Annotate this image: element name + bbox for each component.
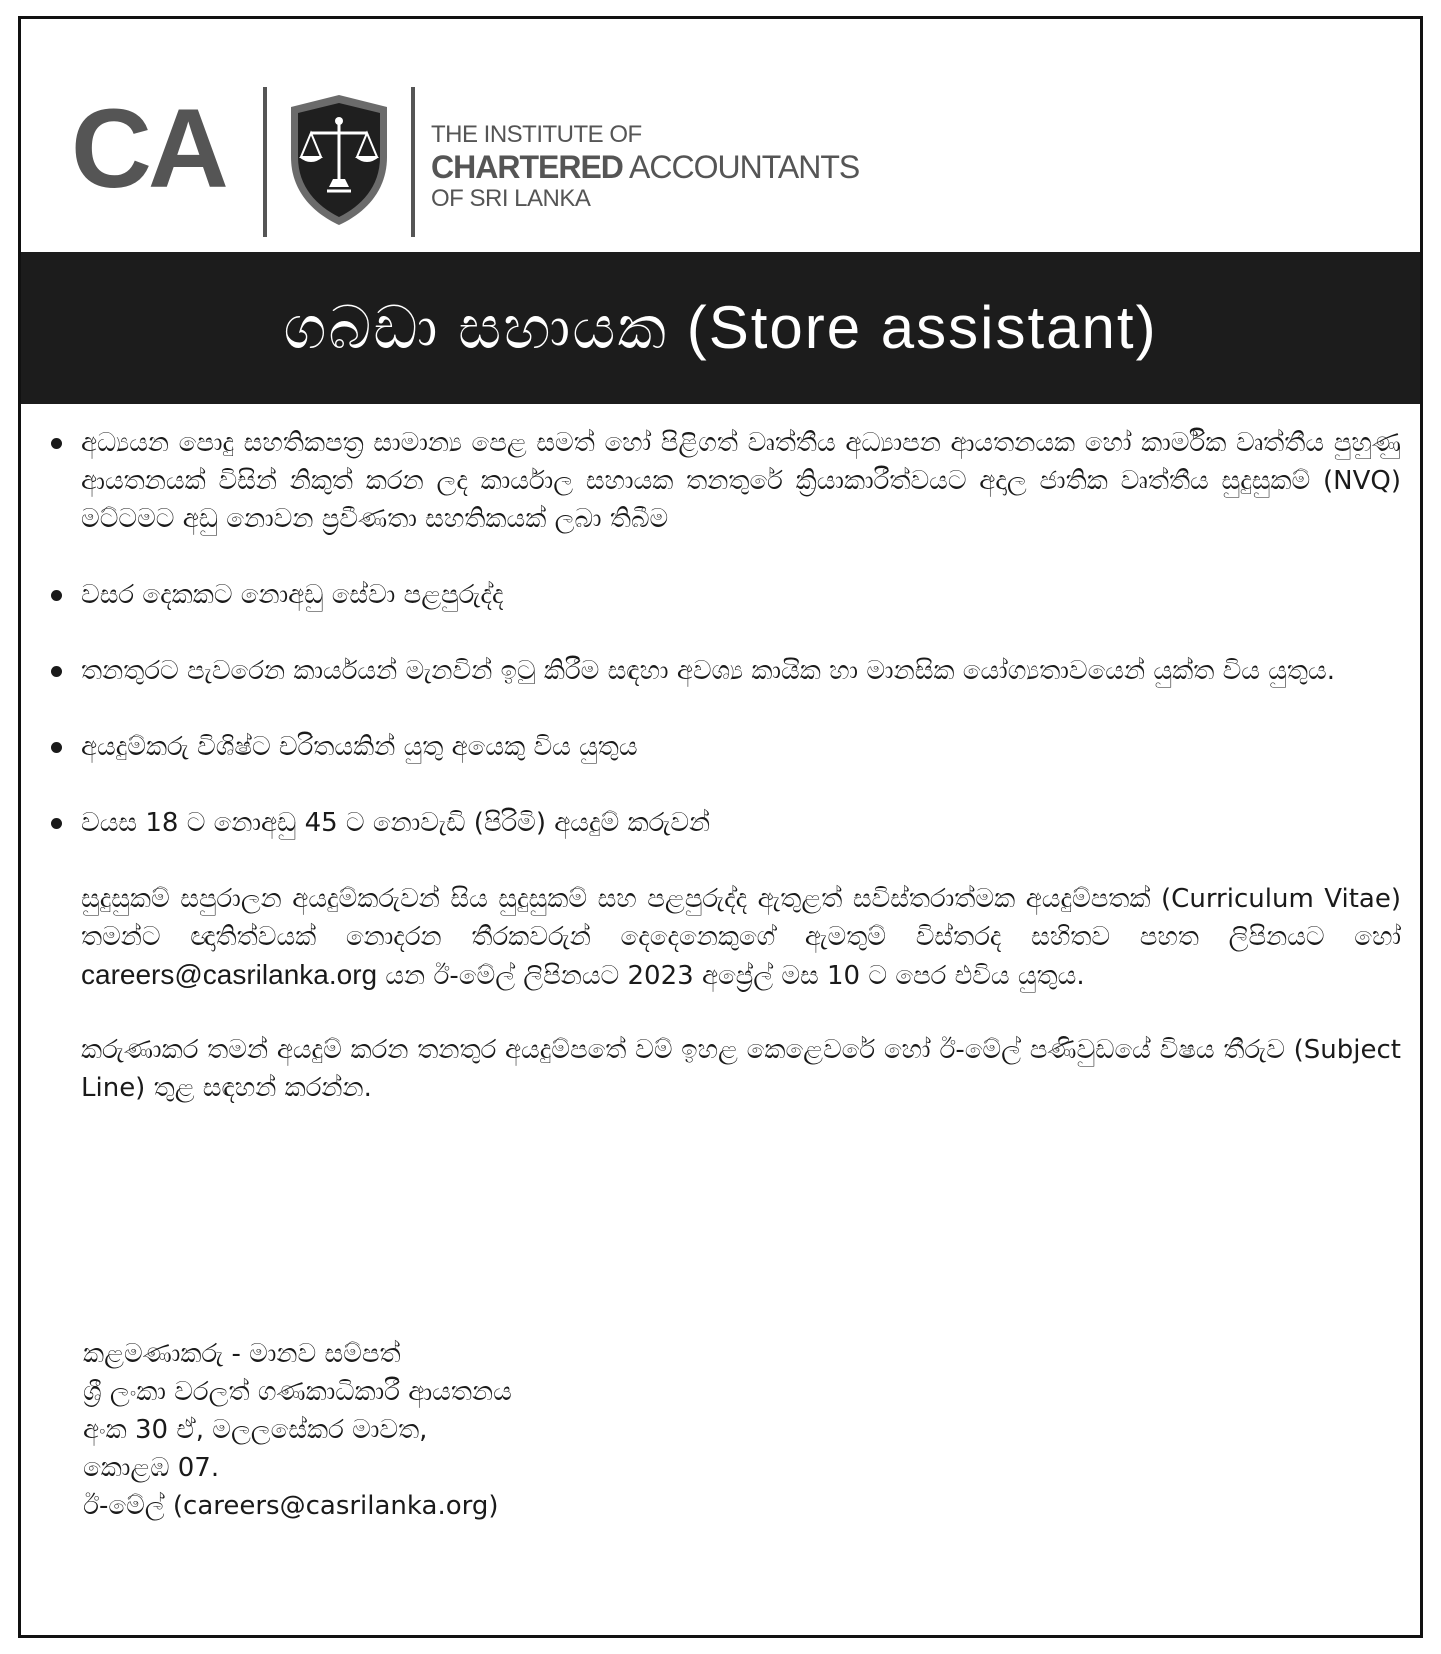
institute-name xyxy=(431,121,859,213)
title-banner xyxy=(21,252,1420,404)
institute-logo xyxy=(71,71,971,231)
job-title: ගබඩා සහායක (Store assistant) xyxy=(283,294,1158,361)
address-recipient: කළමණාකරු - මානව සම්පත් xyxy=(83,1339,401,1369)
address-street: අංක 30 ඒ, මලලසේකර මාවත, xyxy=(83,1415,428,1445)
address-city: කොළඹ 07. xyxy=(83,1453,220,1483)
address-email[interactable]: ඊ-මේල් (careers@casrilanka.org) xyxy=(83,1491,499,1521)
application-text-start: සුදුසුකම් සපුරාලන අයදුම්කරුවන් සිය සුදුසුකම් සහ පළපුරුද්ද ඇතුළත් සවිස්තරාත්මක අයදුම්පතක් (Curriculum Vitae) තමන්ට ඥාතිත්වයක් නොදරන තීරකවරුන් දෙදෙනෙකුගේ ඇමතුම් විස්තරද සහිතව පහත ලිපිනයට හෝ xyxy=(81,884,1401,952)
advertisement-body xyxy=(41,424,1401,1143)
institute-name-accountants: ACCOUNTANTS xyxy=(622,149,860,185)
requirement-qualification: අධ්‍යයන පොදු සහතිකපත්‍ර සාමාන්‍ය පෙළ සමත් හෝ පිළිගත් වෘත්තීය අධ්‍යාපන ආයතනයක හෝ කාර්මික වෘත්තීය පුහුණු ආයතනයක් විසින් නිකුත් කරන ලද කාර්යාල සහායක තනතුරේ ක්‍රියාකාරීත්වයට අදාල ජාතික වෘත්තීය සුදුසුකම් (NVQ) මට්ටමට අඩු නොවන ප්‍රවීණතා සහතිකයක් ලබා තිබීම xyxy=(41,424,1401,538)
requirement-character: අයදුම්කරු විශිෂ්ට චරිතයකින් යුතු අයෙකු විය යුතුය xyxy=(41,728,1401,766)
scales-of-justice-shield-icon xyxy=(283,91,395,229)
institute-name-line3: OF SRI LANKA xyxy=(431,185,591,212)
application-email-link[interactable]: careers@casrilanka.org xyxy=(81,959,378,990)
logo-mark: CA xyxy=(71,86,225,211)
address-institute: ශ්‍රී ලංකා වරලත් ගණකාධිකාරී ආයතනය xyxy=(83,1377,512,1407)
postal-address xyxy=(83,1335,512,1525)
institute-name-line2 xyxy=(431,149,859,185)
requirements-list xyxy=(41,424,1401,842)
subject-line-note: කරුණාකර තමන් අයදුම් කරන තනතුර අයදුම්පතේ වම් ඉහළ කෙළෙවරේ හෝ ඊ-මේල් පණිවුඩයේ විෂය තීරුව (Subject Line) තුළ සඳහන් කරන්න. xyxy=(81,1035,1401,1103)
application-text-end: යන ඊ-මේල් ලිපිනයට 2023 අප්‍රේල් මස 10 ට පෙර එවිය යුතුය. xyxy=(377,961,1085,991)
application-instructions xyxy=(41,880,1401,995)
requirement-fitness: තනතුරට පැවරෙන කාර්යයන් මැනවින් ඉටු කිරීම සඳහා අවශ්‍ය කායික හා මානසික යෝග්‍යතාවයෙන් යුක්ත විය යුතුය. xyxy=(41,652,1401,690)
institute-name-chartered: CHARTERED xyxy=(431,149,623,185)
advertisement-frame xyxy=(18,16,1423,1638)
institute-name-line1: THE INSTITUTE OF xyxy=(431,121,642,148)
logo-divider-right xyxy=(411,87,415,237)
logo-divider-left xyxy=(263,87,267,237)
requirement-age: වයස 18 ට නොඅඩු 45 ට නොවැඩි (පිරිමි) අයදුම් කරුවන් xyxy=(41,804,1401,842)
requirement-experience: වසර දෙකකට නොඅඩු සේවා පළපුරුද්ද xyxy=(41,576,1401,614)
